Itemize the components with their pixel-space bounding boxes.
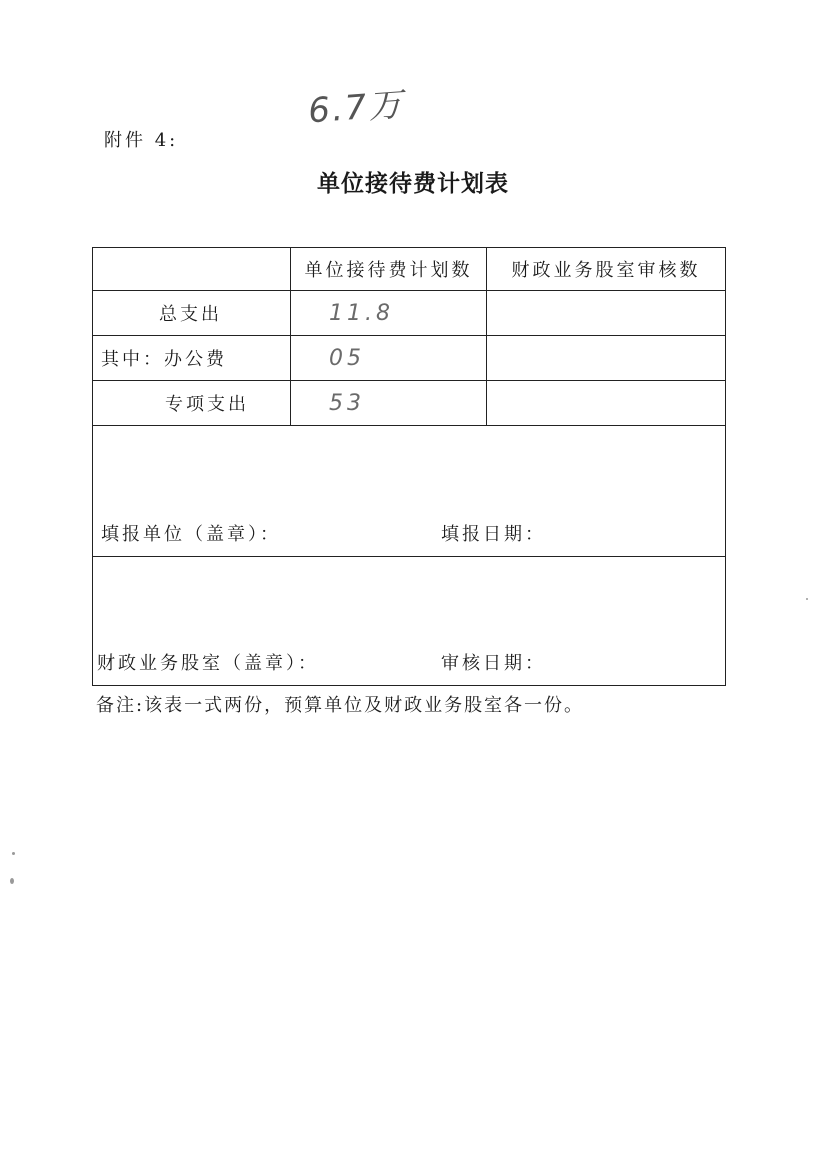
table-header-row <box>92 247 726 290</box>
table-row <box>92 290 726 335</box>
row-audit-office <box>487 336 725 380</box>
scan-speck <box>806 598 808 600</box>
finance-office-label: 财政业务股室（盖章）： <box>97 653 319 674</box>
review-date-label: 审核日期： <box>441 653 546 674</box>
row-audit-total <box>487 291 725 335</box>
fill-unit-label: 填报单位（盖章）： <box>101 524 281 545</box>
fill-section <box>92 425 726 556</box>
attachment-label: 附件 4: <box>104 130 179 151</box>
row-label-office: 其中：办公费 <box>93 336 291 380</box>
fill-date-label: 填报日期： <box>441 524 546 545</box>
table-row <box>92 335 726 380</box>
review-section <box>92 556 726 686</box>
row-label-special: 专项支出 <box>93 381 291 425</box>
page-title: 单位接待费计划表 <box>317 171 509 197</box>
handwritten-amount: 6.7万 <box>306 84 406 132</box>
footnote: 备注:该表一式两份，预算单位及财政业务股室各一份。 <box>96 695 585 716</box>
row-label-total: 总支出 <box>93 291 291 335</box>
header-plan-cell: 单位接待费计划数 <box>291 248 487 290</box>
row-plan-office: 05 <box>291 336 487 380</box>
scan-speck <box>12 852 15 855</box>
row-audit-special <box>487 381 725 425</box>
header-audit-cell: 财政业务股室审核数 <box>511 260 701 281</box>
plan-table <box>92 247 726 686</box>
row-plan-special: 53 <box>291 381 487 425</box>
row-plan-total: 11.8 <box>291 291 487 335</box>
table-row <box>92 380 726 425</box>
header-blank-cell <box>93 248 291 290</box>
scan-speck <box>10 878 14 884</box>
